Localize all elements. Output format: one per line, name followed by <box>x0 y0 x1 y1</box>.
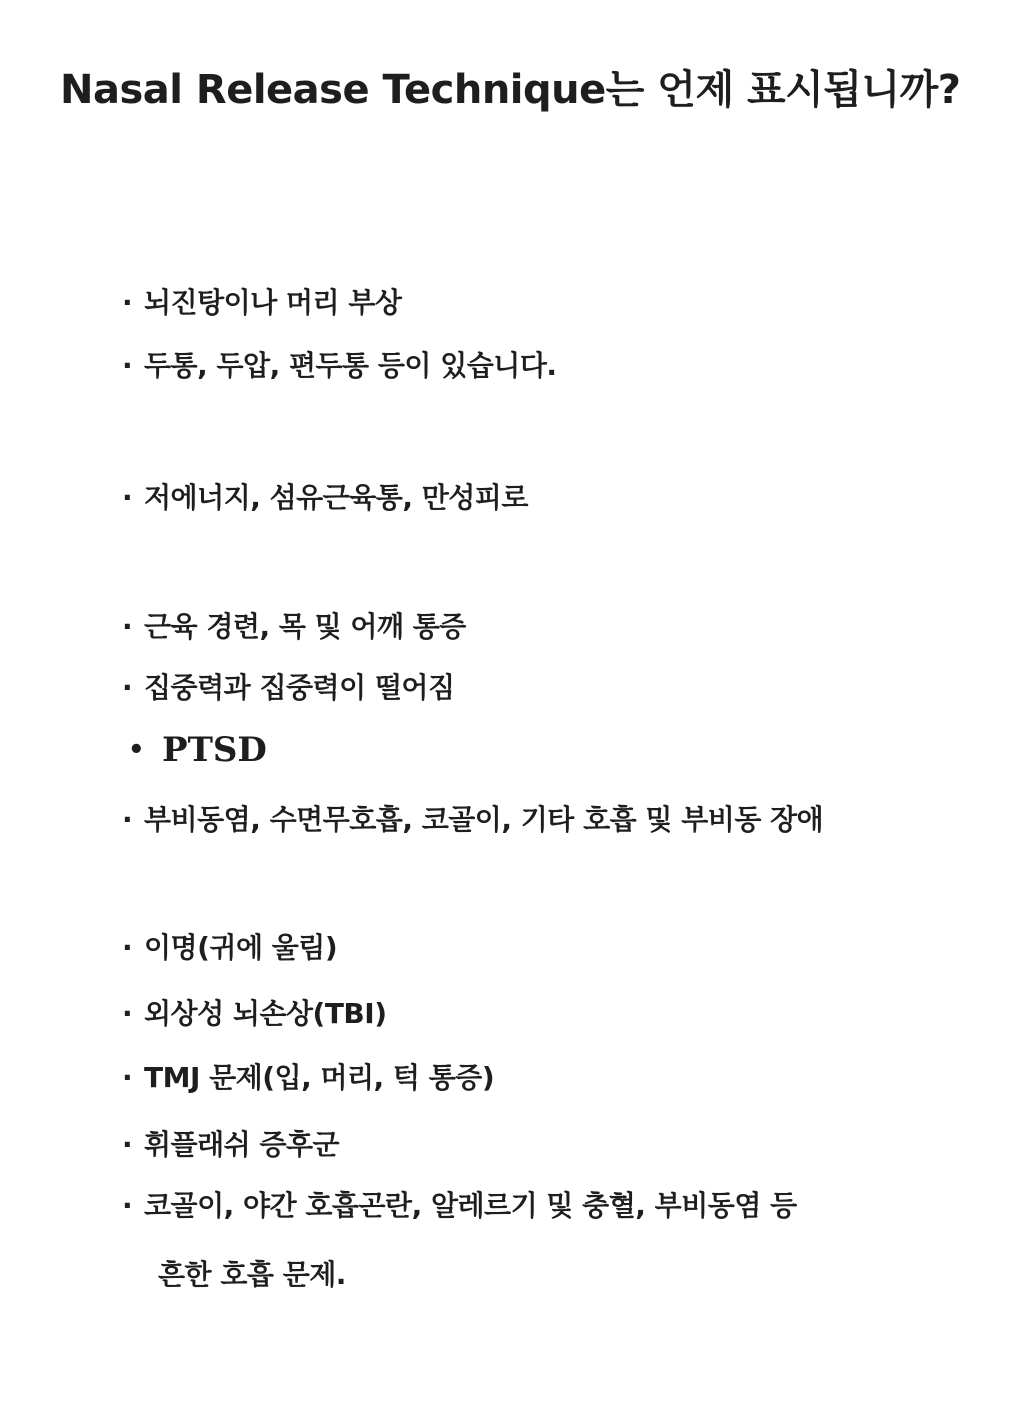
bullet-icon: · <box>122 1128 133 1161</box>
bullet-icon: · <box>122 997 133 1030</box>
list-item-text: 두통, 두압, 편두통 등이 있습니다. <box>144 349 557 382</box>
list-item <box>122 476 528 516</box>
list-item-text: 저에너지, 섬유근육통, 만성피로 <box>144 481 528 514</box>
list-item <box>122 1123 339 1163</box>
list-item-ptsd <box>128 730 267 770</box>
list-item-continuation: 흔한 호흡 문제. <box>158 1258 346 1291</box>
list-item <box>122 798 823 838</box>
list-item <box>122 281 401 321</box>
list-item-text: 휘플래쉬 증후군 <box>144 1128 340 1161</box>
list-item <box>122 344 557 384</box>
list-item-text: 집중력과 집중력이 떨어짐 <box>144 671 455 704</box>
bullet-icon: · <box>122 286 133 319</box>
bullet-icon: • <box>128 735 145 765</box>
list-item <box>122 1056 494 1096</box>
bullet-icon: · <box>122 481 133 514</box>
list-item-text: TMJ 문제(입, 머리, 턱 통증) <box>144 1061 495 1094</box>
bullet-icon: · <box>122 1061 133 1094</box>
list-item-text: 이명(귀에 울림) <box>144 931 338 964</box>
bullet-icon: · <box>122 931 133 964</box>
bullet-icon: · <box>122 349 133 382</box>
list-item-text: 외상성 뇌손상(TBI) <box>144 997 387 1030</box>
bullet-icon: · <box>122 610 133 643</box>
list-item <box>122 926 337 966</box>
list-item-text: 근육 경련, 목 및 어깨 통증 <box>144 610 466 643</box>
list-item <box>122 666 455 706</box>
bullet-icon: · <box>122 803 133 836</box>
list-item-text: PTSD <box>162 730 267 770</box>
list-item-text: 코골이, 야간 호흡곤란, 알레르기 및 충혈, 부비동염 등 <box>144 1189 797 1222</box>
page-title: Nasal Release Technique는 언제 표시됩니까? <box>60 67 961 113</box>
bullet-icon: · <box>122 671 133 704</box>
list-item <box>122 1184 797 1224</box>
list-item <box>122 605 466 645</box>
bullet-icon: · <box>122 1189 133 1222</box>
list-item <box>122 992 387 1032</box>
list-item-text: 뇌진탕이나 머리 부상 <box>144 286 402 319</box>
list-item-text: 부비동염, 수면무호흡, 코골이, 기타 호흡 및 부비동 장애 <box>144 803 824 836</box>
